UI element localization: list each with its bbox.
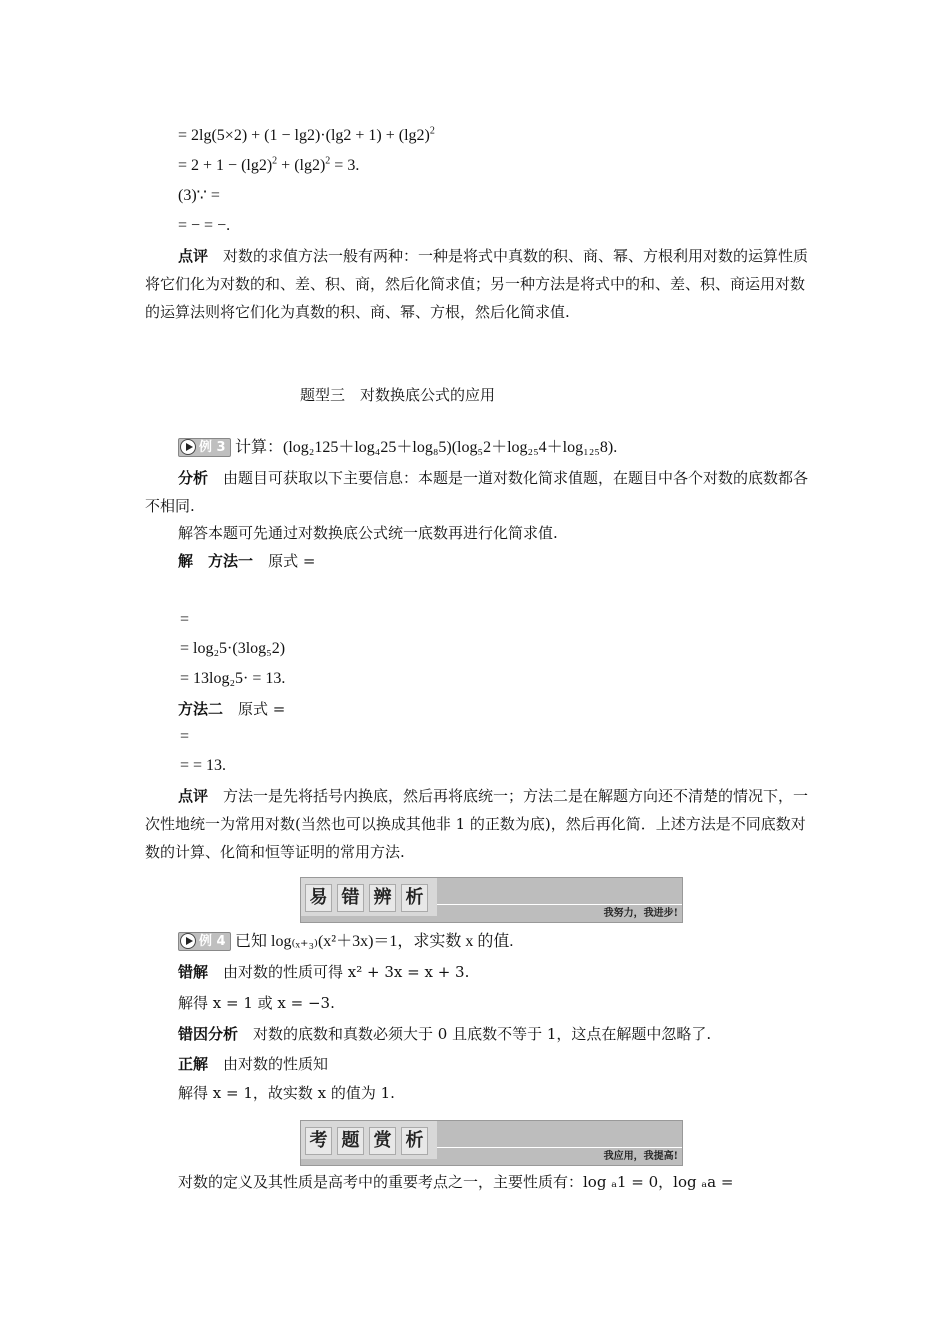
example-badge: 例 4 [178, 932, 231, 951]
error-cause: 错因分析 对数的底数和真数必须大于 0 且底数不等于 1，这点在解题中忽略了. [178, 1025, 712, 1043]
remark-paragraph: 点评 对数的求值方法一般有两种：一种是将式中真数的积、商、幂、方根利用对数的运算性质将它们化为对数的和、差、积、商，然后化简求值；另一种方法是将式中的和、差、积、商运用对数的运算法则将它们化为真数的积、商、幂、方根，然后化简求值. [145, 247, 809, 321]
play-icon [180, 439, 196, 455]
analysis-paragraph: 分析 由题目可获取以下主要信息：本题是一道对数化简求值题，在题目中各个对数的底数都各不相同. [145, 469, 809, 515]
equation-line: (3)∵ = [178, 187, 220, 204]
solution-method-1: 解 方法一 原式 = [178, 552, 316, 570]
play-icon [180, 933, 196, 949]
banner-tagline: 我努力，我进步! [603, 908, 678, 919]
equation-line: = − = −. [178, 217, 231, 234]
solution-method-2: 方法二 原式 = [178, 700, 286, 718]
analysis-text: 解答本题可先通过对数换底公式统一底数再进行化简求值. [178, 524, 558, 542]
equation-line: = [180, 728, 190, 745]
correct-solution-line: 解得 x = 1，故实数 x 的值为 1. [178, 1084, 395, 1102]
wrong-solution-line: 解得 x = 1 或 x = −3. [178, 994, 335, 1012]
banner-tagline: 我应用，我提高! [603, 1151, 678, 1162]
section-banner-error-analysis: 易 错 辨 析 我努力，我进步! [300, 877, 683, 923]
remark-label: 点评 [178, 247, 209, 265]
equation-line: = 13log₂5· = 13. [180, 670, 286, 687]
section-title: 题型三 对数换底公式的应用 [300, 386, 496, 404]
equation-line: = log₂5·(3log₅2) [180, 640, 286, 657]
remark-label: 点评 [178, 787, 209, 805]
wrong-solution: 错解 由对数的性质可得 x² + 3x = x + 3. [178, 963, 470, 981]
example-4: 例 4 已知 log₍ₓ₊₃₎(x²＋3x)＝1，求实数 x 的值. [178, 931, 513, 952]
closing-text: 对数的定义及其性质是高考中的重要考点之一，主要性质有：log ₐ1 = 0，log ₐa = [178, 1173, 734, 1191]
equation-line: = $2\lg(5\times 2) + (1 - \lg 2)\cdot(\lg 2 + 1) + (\lg 2)^2$ [178, 125, 435, 144]
remark-paragraph: 点评 方法一是先将括号内换底，然后再将底统一；方法二是在解题方向还不清楚的情况下，一次性地统一为常用对数(当然也可以换成其他非 1 的正数为底)，然后再化简．上述方法是不同底数对数的计算、化简和恒等证明的常用方法. [145, 787, 809, 861]
correct-solution: 正解 由对数的性质知 [178, 1055, 329, 1073]
equation-line: = = 13. [180, 757, 227, 774]
example-badge: 例 3 [178, 438, 231, 457]
section-banner-exam-analysis: 考 题 赏 析 我应用，我提高! [300, 1120, 683, 1166]
analysis-label: 分析 [178, 469, 209, 487]
equation-line: = $2 + 1 - (\lg 2)^2 + (\lg 2)^2 = 3$. [178, 155, 360, 174]
equation-line: = [180, 611, 190, 628]
example-3: 例 3 计算：(log₂125＋log₄25＋log₈5)(log₅2＋log₂₅4＋log₁₂₅8). [178, 437, 617, 458]
